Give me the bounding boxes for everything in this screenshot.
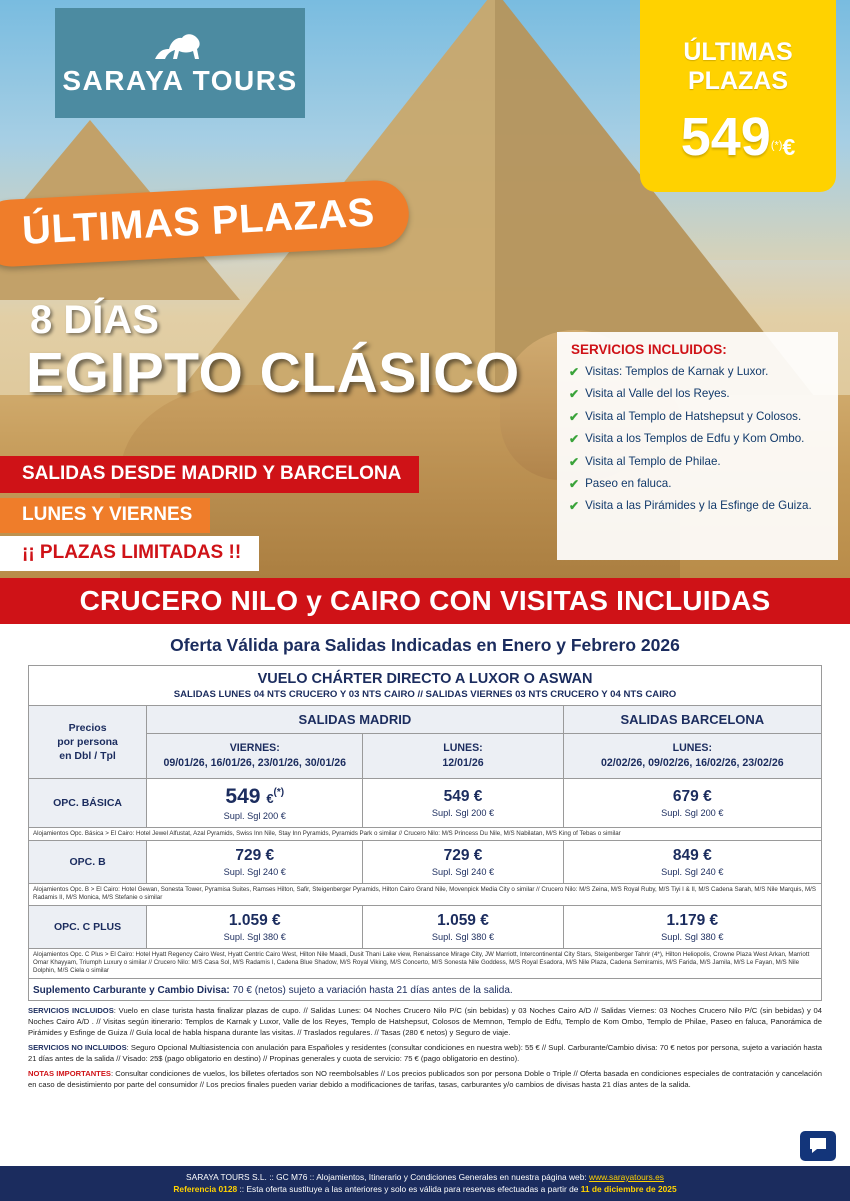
service-text: Visita a los Templos de Edfu y Kom Ombo. <box>585 432 805 446</box>
list-item <box>569 387 826 401</box>
single-supplement: Supl. Sgl 240 € <box>223 867 286 878</box>
service-text: Visita al Templo de Hatshepsut y Colosos. <box>585 409 802 423</box>
table-row <box>29 734 822 779</box>
price-badge-currency: € <box>782 133 796 160</box>
option-label-cplus: OPC. C PLUS <box>29 905 147 948</box>
single-supplement: Supl. Sgl 380 € <box>661 931 724 942</box>
fuel-supplement-value: 70 € (netos) sujeto a variación hasta 21 días antes de la salida. <box>232 984 513 996</box>
check-icon: ✔ <box>569 387 580 402</box>
dates-madrid-lunes <box>363 734 563 779</box>
service-text: Paseo en faluca. <box>585 476 672 490</box>
legal-not-included-label: SERVICIOS NO INCLUIDOS <box>28 1042 127 1052</box>
column-header-barcelona: SALIDAS BARCELONA <box>563 706 821 734</box>
table-header-subtitle: SALIDAS LUNES 04 NTS CRUCERO Y 03 NTS CAIRO // SALIDAS VIERNES 03 NTS CRUCERO Y 04 NTS CAIRO <box>29 689 822 706</box>
table-row <box>29 778 822 827</box>
check-icon: ✔ <box>569 499 580 514</box>
option-label-b: OPC. B <box>29 841 147 884</box>
hero-section <box>0 0 850 578</box>
list-item <box>569 432 826 446</box>
list-item <box>569 410 826 424</box>
dates-label: LUNES: <box>672 742 713 754</box>
price-value: 729 € <box>235 847 275 865</box>
price-b-madrid-lunes <box>363 841 563 884</box>
check-icon: ✔ <box>569 432 580 447</box>
table-row <box>29 905 822 948</box>
hotels-note-b: Alojamientos Opc. B > El Cairo: Hotel Gewan, Sonesta Tower, Pyramisa Suites, Ramses Hilton, Safir, Steigenberger Pyramids, Hilton Cairo Grand Nile, Movenpick Media City o similar // Crucero Nilo: M/S Zeina, M/S Royal Ruby, M/S Tiyi I & II, M/S Cadena Sarah, M/S Nile Marquis, M/S Radamis II, M/S Monica, M/S Stefanie o similar <box>29 884 822 906</box>
brand-logo[interactable] <box>55 8 305 118</box>
table-row <box>29 706 822 734</box>
price-badge-amount: 549 <box>680 106 771 167</box>
tag-limited-seats: ¡¡ PLAZAS LIMITADAS !! <box>0 536 259 571</box>
dates-label: VIERNES: <box>229 742 280 754</box>
service-text: Visita a las Pirámides y la Esfinge de Guiza. <box>585 499 812 513</box>
legal-notes <box>28 1068 822 1090</box>
chat-bubble-icon <box>808 1137 828 1155</box>
check-icon: ✔ <box>569 365 580 379</box>
red-banner <box>0 578 850 624</box>
hotels-note-cplus: Alojamientos Opc. C Plus > El Cairo: Hotel Hyatt Regency Cairo West, Hyatt Centric Cairo West, Hilton Nile Maadi, Dusit Thani Lake view, Renaissance Mirage City, JW Marriott, Intercontinental City Stars, Steigenberger Tahrir (4*), Hilton Heliopolis, Crowne Plaza West Arkan, Marriott Omar Khayyam, Triumph Luxury o similar // Crucero Nilo: M/S Casa Sol, M/S Radamis I, Cadena Blue Shadow, M/S Royal Viking, M/S Concerto, M/S Sonesta Nile Goddess, M/S Royal Esadora, M/S Nile Plaza, Cadena Semiramis, M/S Farida, M/S Jamila, M/S Le Fayan, M/S Nile Dolphin, M/S Ciela o similar <box>29 948 822 978</box>
single-supplement: Supl. Sgl 240 € <box>431 867 495 878</box>
check-icon: ✔ <box>569 409 580 424</box>
footer-company-text: SARAYA TOURS S.L. :: GC M76 :: Alojamientos, Itinerario y Condiciones Generales en nuestra página web: <box>186 1172 590 1182</box>
services-included-box <box>557 332 838 560</box>
table-row <box>29 689 822 706</box>
price-badge-asterisk: (*) <box>770 139 783 152</box>
legal-included-label: SERVICIOS INCLUIDOS <box>28 1005 114 1015</box>
footer-line-1 <box>0 1172 850 1182</box>
price-value: 1.059 € <box>437 911 489 929</box>
dates-label: LUNES: <box>443 742 483 754</box>
services-included-title: SERVICIOS INCLUIDOS: <box>571 342 727 357</box>
list-item <box>569 477 826 491</box>
precios-label-line3: en Dbl / Tpl <box>59 749 116 762</box>
price-b-barcelona <box>563 841 821 884</box>
footer-website-link[interactable]: www.sarayatours.es <box>589 1172 664 1182</box>
legal-included <box>28 1005 822 1038</box>
list-item <box>569 499 826 513</box>
list-item <box>569 365 826 379</box>
price-badge-line2: PLAZAS <box>688 66 788 95</box>
tag-departures: SALIDAS DESDE MADRID Y BARCELONA <box>0 456 419 493</box>
validity-text: Oferta Válida para Salidas Indicadas en Enero y Febrero 2026 <box>170 635 680 655</box>
camel-icon <box>149 29 211 63</box>
price-basica-barcelona <box>563 778 821 827</box>
price-value: 1.059 € <box>228 911 281 929</box>
single-supplement: Supl. Sgl 240 € <box>661 867 724 878</box>
footer-reference: Referencia 0128 <box>173 1184 238 1194</box>
check-icon: ✔ <box>569 476 580 491</box>
dates-values: 02/02/26, 09/02/26, 16/02/26, 23/02/26 <box>601 756 784 769</box>
table-row <box>29 948 822 978</box>
service-text: Visitas: Templos de Karnak y Luxor. <box>585 365 769 378</box>
table-row <box>29 884 822 906</box>
price-value: 549 <box>225 784 261 808</box>
dates-values: 09/01/26, 16/01/26, 23/01/26, 30/01/26 <box>163 756 347 769</box>
option-label-basica: OPC. BÁSICA <box>29 778 147 827</box>
dates-madrid-viernes <box>147 734 363 779</box>
single-supplement: Supl. Sgl 200 € <box>661 807 724 818</box>
single-supplement: Supl. Sgl 200 € <box>431 807 495 818</box>
legal-notes-label: NOTAS IMPORTANTES <box>28 1068 111 1078</box>
single-supplement: Supl. Sgl 380 € <box>223 931 286 942</box>
table-row <box>29 841 822 884</box>
price-asterisk: (*) <box>273 786 285 798</box>
hotels-note-basica: Alojamientos Opc. Básica > El Cairo: Hotel Jewel Alfustat, Azal Pyramids, Swiss Inn Nile, Stay Inn Pyramids, Pyramids Park o similar // Crucero Nilo: M/S Princess Du Nile, M/S Nabilatan, M/S King of Tebas o similar <box>29 827 822 840</box>
check-icon: ✔ <box>569 454 580 469</box>
price-value: 729 € <box>443 847 483 865</box>
table-header-title: VUELO CHÁRTER DIRECTO A LUXOR O ASWAN <box>29 666 822 690</box>
service-text: Visita al Valle del los Reyes. <box>585 387 730 401</box>
list-item <box>569 455 826 469</box>
precios-label-line2: por persona <box>57 735 118 748</box>
trip-duration: 8 DÍAS <box>30 298 159 342</box>
services-included-list <box>569 365 826 514</box>
footer-date: 11 de diciembre de 2025 <box>580 1184 677 1194</box>
tag-weekdays: LUNES Y VIERNES <box>0 498 210 533</box>
fuel-supplement-row <box>29 978 822 1000</box>
table-row <box>29 978 822 1000</box>
ultimas-plazas-ribbon: ÚLTIMAS PLAZAS <box>0 179 410 268</box>
precios-label-line1: Precios <box>68 721 107 734</box>
price-value: 1.179 € <box>666 911 719 929</box>
footer <box>0 1166 850 1201</box>
price-cplus-barcelona <box>563 905 821 948</box>
price-value: 549 € <box>443 787 483 805</box>
footer-note-text: :: Esta oferta sustituye a las anteriores y solo es válida para reservas efectuadas a partir de <box>237 1184 581 1194</box>
table-row <box>29 666 822 690</box>
price-b-madrid-viernes <box>147 841 363 884</box>
legal-not-included <box>28 1042 822 1064</box>
price-value: 679 € <box>672 787 712 805</box>
single-supplement: Supl. Sgl 380 € <box>431 931 495 942</box>
price-badge <box>640 0 836 192</box>
legal-not-included-text: : Seguro Opcional Multiasistencia con anulación para Españoles y residentes (consultar condiciones en nuestra web): 55 € // Supl. Carburante/Cambio divisa: 70 € netos por persona, sujeto a variación hasta 21 días antes de la salida // Visado: 25$ (pago obligatorio en destino) // Propinas generales y cuota de servicio: 75 € (pago obligatorio en destino). <box>28 1042 823 1063</box>
price-currency: € <box>266 790 274 806</box>
brand-name: SARAYA TOURS <box>62 65 298 96</box>
prices-table <box>28 665 822 1001</box>
legal-included-text: : Vuelo en clase turista hasta finalizar plazas de cupo. // Salidas Lunes: 04 Noches Crucero Nilo P/C (sin bebidas) y 03 Noches Cairo A/D // Salidas Viernes: 03 Noches Crucero Nilo P/C (sin bebidas) y 04 Noches Cairo A/D . // Visitas según itinerario: Templos de Karnak y Luxor, Valle de los Reyes, Templo de Hatshepsut, Colosos de Memnon, Templo de Edfu, Templo de Kom Ombo, Templo de Philae, Paseo en faluca, Panorámica de Pirámides y Esfinge de Guiza // Guía local de habla hispana durante las visitas. // Traslados regulares. // Tasas (280 € netos) y Seguro de viaje. <box>28 1005 823 1037</box>
footer-line-2 <box>0 1184 850 1194</box>
legal-text-block <box>0 1001 850 1090</box>
prices-table-wrap <box>0 665 850 1001</box>
price-basica-madrid-viernes <box>147 778 363 827</box>
fuel-supplement-label: Suplemento Carburante y Cambio Divisa: <box>33 984 230 996</box>
legal-notes-text: : Consultar condiciones de vuelos, los billetes ofertados son NO reembolsables // Los precios publicados son por persona Doble o Triple // Oferta basada en condiciones especiales de contratación y cancelación en caso de desistimiento por parte del consumidor // Los precios finales pueden variar debido a modificaciones de tarifas, tasas, carburantes y/o cambios de divisas hasta 21 días antes de la salida. <box>28 1068 823 1089</box>
precios-label-cell <box>29 706 147 779</box>
price-cplus-madrid-lunes <box>363 905 563 948</box>
dates-barcelona-lunes <box>563 734 821 779</box>
red-banner-text: CRUCERO NILO y CAIRO CON VISITAS INCLUIDAS <box>79 585 771 616</box>
dates-values: 12/01/26 <box>442 756 484 769</box>
price-value: 849 € <box>672 847 712 865</box>
price-badge-line1: ÚLTIMAS <box>683 38 793 66</box>
chat-widget-button[interactable] <box>800 1131 836 1161</box>
service-text: Visita al Templo de Philae. <box>585 454 721 468</box>
table-row <box>29 827 822 840</box>
page-title: EGIPTO CLÁSICO <box>26 341 520 405</box>
price-basica-madrid-lunes <box>363 778 563 827</box>
single-supplement: Supl. Sgl 200 € <box>223 810 286 821</box>
price-cplus-madrid-viernes <box>147 905 363 948</box>
column-header-madrid: SALIDAS MADRID <box>147 706 563 734</box>
